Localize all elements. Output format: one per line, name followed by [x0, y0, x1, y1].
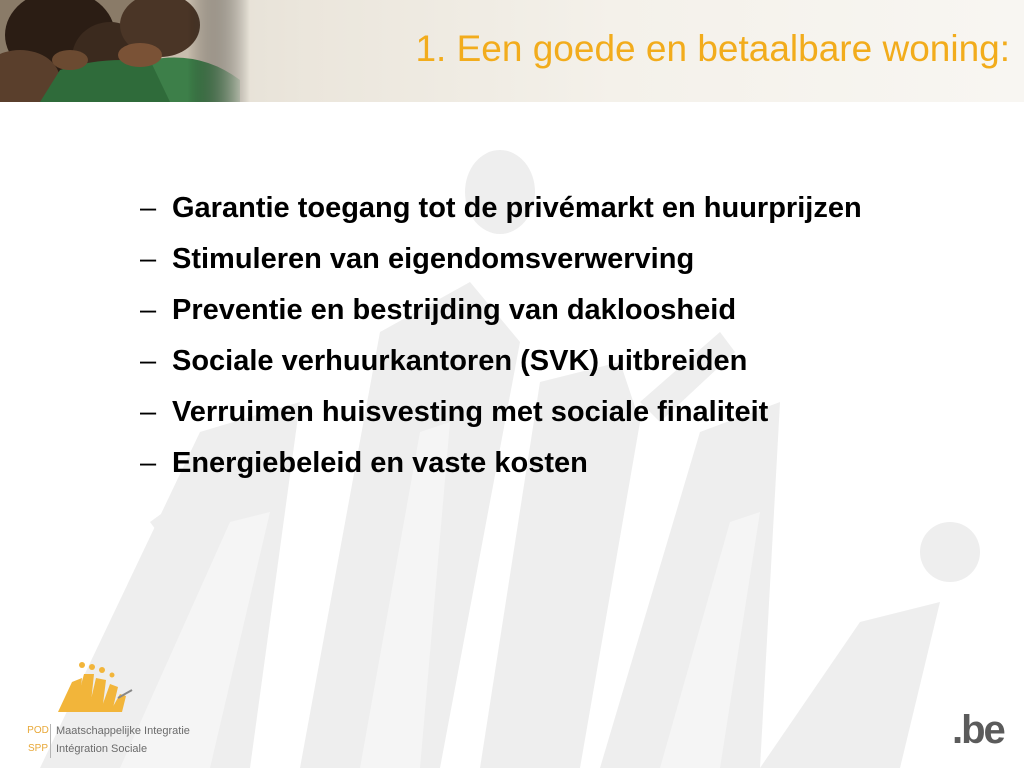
pod-mi-people-logo-icon: [56, 660, 136, 720]
organization-name-fr: Intégration Sociale: [56, 743, 148, 755]
bullet-dash: –: [140, 396, 157, 428]
bullet-dash: –: [140, 447, 157, 479]
organization-name: [56, 722, 190, 758]
bullet-dash: –: [140, 243, 157, 275]
bullet-text: Garantie toegang tot de privémarkt en huurprijzen: [172, 192, 862, 224]
bullet-text: Verruimen huisvesting met sociale finaliteit: [172, 396, 769, 428]
pod-spp-label: [24, 722, 52, 758]
list-item: [140, 188, 920, 229]
bullet-dash: –: [140, 192, 157, 224]
organization-name-nl: Maatschappelijke Integratie: [56, 725, 190, 737]
list-item: [140, 239, 920, 280]
spp-label: SPP: [27, 743, 48, 754]
pod-label: POD: [27, 725, 49, 736]
bullet-dash: –: [140, 345, 157, 377]
people-hugging-photo-icon: [0, 0, 250, 102]
header-band: [0, 0, 1024, 102]
logo-divider: [50, 724, 51, 758]
bullet-text: Energiebeleid en vaste kosten: [172, 447, 588, 479]
slide-title: 1. Een goede en betaalbare woning:: [415, 28, 1010, 69]
bullet-text: Sociale verhuurkantoren (SVK) uitbreiden: [172, 345, 748, 377]
list-item: [140, 341, 920, 382]
bullet-dash: –: [140, 294, 157, 326]
list-item: [140, 392, 920, 433]
list-item: [140, 443, 920, 484]
bullet-text: Stimuleren van eigendomsverwerving: [172, 243, 695, 275]
organization-logo-text: [20, 722, 280, 762]
be-logo: .be: [952, 708, 1004, 752]
list-item: [140, 290, 920, 331]
bullet-text: Preventie en bestrijding van dakloosheid: [172, 294, 737, 326]
bullet-list: [140, 188, 920, 494]
